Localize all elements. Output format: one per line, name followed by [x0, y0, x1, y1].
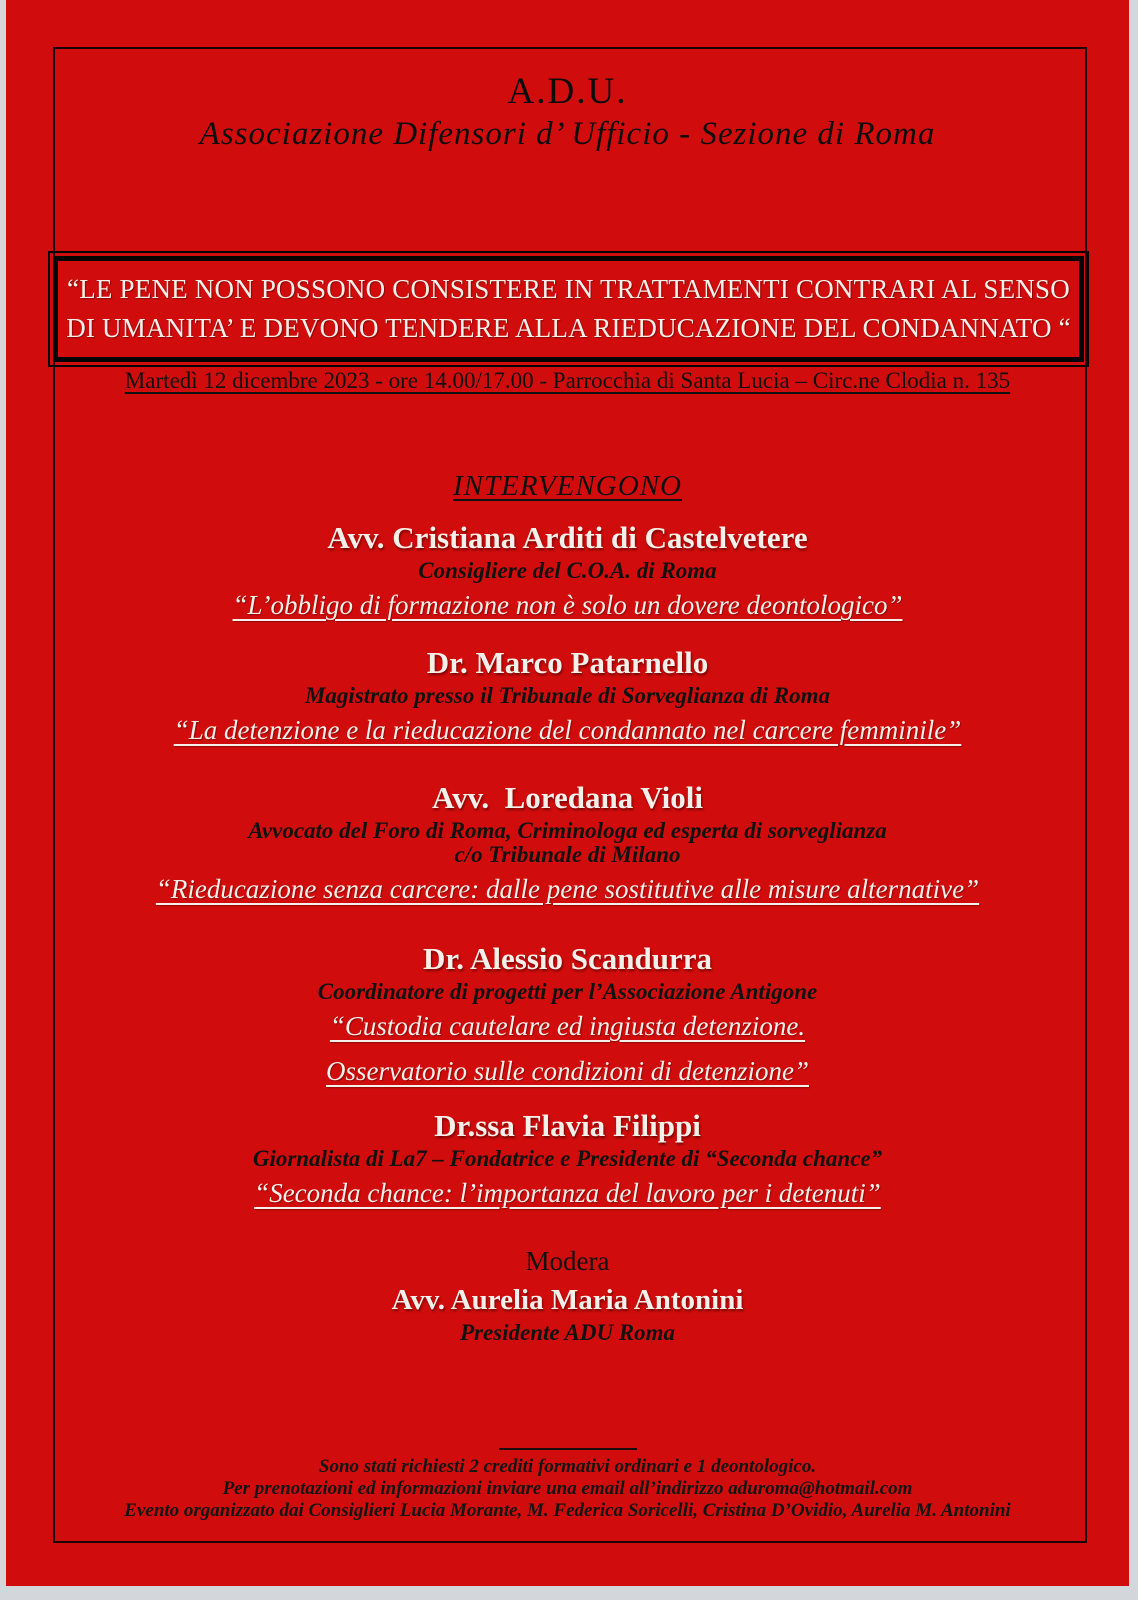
speaker-role: Consigliere del C.O.A. di Roma: [418, 558, 717, 583]
speaker-talk-title: “La detenzione e la rieducazione del condannato nel carcere femminile”: [173, 715, 962, 745]
booking-note: Per prenotazioni ed informazioni inviare una email all’indirizzo aduroma@hotmail.com: [222, 1478, 913, 1499]
speaker-talk-title: “Seconda chance: l’importanza del lavoro per i detenuti”: [254, 1178, 881, 1208]
speaker-role: c/o Tribunale di Milano: [454, 842, 681, 867]
speaker-role: Avvocato del Foro di Roma, Criminologa ed esperta di sorveglianza: [248, 818, 887, 843]
event-date-location: Martedì 12 dicembre 2023 - ore 14.00/17.00 - Parrocchia di Santa Lucia – Circ.ne Clodia n. 135: [124, 368, 1011, 393]
speaker-role: Magistrato presso il Tribunale di Sorveglianza di Roma: [304, 683, 831, 708]
speaker-role: Coordinatore di progetti per l’Associazione Antigone: [317, 979, 818, 1004]
speaker-name: Avv. Cristiana Arditi di Castelvetere: [327, 520, 808, 555]
speaker-block-2: [6, 645, 1129, 747]
org-acronym: A.D.U.: [507, 71, 628, 112]
speaker-block-1: [6, 520, 1129, 622]
organizers-note: Evento organizzato dai Consiglieri Lucia Morante, M. Federica Soricelli, Cristina D’Ovidio, Aurelia M. Antonini: [124, 1500, 1011, 1521]
speaker-talk-title: “Custodia cautelare ed ingiusta detenzione.: [329, 1011, 806, 1041]
speaker-name: Dr.ssa Flavia Filippi: [434, 1108, 701, 1143]
credits-note: Sono stati richiesti 2 crediti formativi ordinari e 1 deontologico.: [318, 1456, 817, 1477]
speaker-name: Avv. Loredana Violi: [431, 780, 703, 815]
moderator-role: Presidente ADU Roma: [459, 1320, 676, 1345]
moderator-name: Avv. Aurelia Maria Antonini: [391, 1284, 744, 1316]
org-association-name: Associazione Difensori d’ Ufficio - Sezione di Roma: [199, 116, 936, 152]
speaker-talk-title: “Rieducazione senza carcere: dalle pene sostitutive alle misure alternative”: [155, 874, 980, 904]
speaker-block-5: [6, 1108, 1129, 1210]
speaker-talk-title: “L’obbligo di formazione non è solo un dovere deontologico”: [232, 590, 903, 620]
moderator-label: Modera: [525, 1246, 610, 1276]
event-poster: [6, 0, 1129, 1586]
speaker-name: Dr. Alessio Scandurra: [422, 941, 713, 976]
footer-notes: [6, 1456, 1129, 1522]
speaker-block-3: [6, 780, 1129, 906]
footer-divider: [499, 1448, 637, 1450]
speakers-section-heading: INTERVENGONO: [453, 470, 682, 502]
banner-line-1: “LE PENE NON POSSONO CONSISTERE IN TRATTAMENTI CONTRARI AL SENSO: [67, 274, 1070, 304]
banner-line-2: DI UMANITA’ E DEVONO TENDERE ALLA RIEDUCAZIONE DEL CONDANNATO “: [66, 313, 1071, 343]
constitution-quote-banner: [53, 256, 1084, 362]
speaker-block-4: [6, 941, 1129, 1088]
moderator-block: [6, 1246, 1129, 1346]
speaker-role: Giornalista di La7 – Fondatrice e Presidente di “Seconda chance”: [252, 1146, 883, 1171]
speaker-name: Dr. Marco Patarnello: [426, 645, 709, 680]
speaker-talk-title: Osservatorio sulle condizioni di detenzione”: [326, 1056, 809, 1086]
